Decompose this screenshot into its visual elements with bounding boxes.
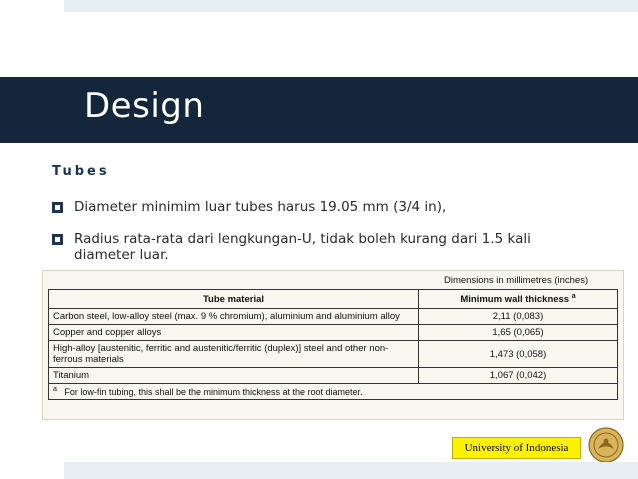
header-thickness <box>419 290 618 309</box>
units-note: Dimensions in millimetres (inches) <box>444 275 589 286</box>
material-cell: Carbon steel, low-alloy steel (max. 9 % chromium), aluminium and aluminium alloy <box>49 309 419 325</box>
section-subtitle: Tubes <box>52 164 110 179</box>
university-label: University of Indonesia <box>452 437 581 459</box>
table-row <box>49 309 618 325</box>
thickness-cell: 1,067 (0,042) <box>419 368 618 384</box>
thickness-cell: 1,473 (0,058) <box>419 341 618 368</box>
bullet-text: Diameter minimim luar tubes harus 19.05 mm (3/4 in), <box>74 199 447 215</box>
wall-thickness-table <box>48 289 618 400</box>
material-cell: Copper and copper alloys <box>49 325 419 341</box>
table-row <box>49 368 618 384</box>
header-thickness-label: Minimum wall thickness <box>460 294 570 306</box>
header-footnote-marker: a <box>571 292 576 300</box>
material-cell: Titanium <box>49 368 419 384</box>
bullet-square-icon <box>52 234 63 245</box>
table-row <box>49 341 618 368</box>
bottom-decor-strip <box>64 462 638 479</box>
table-row <box>49 325 618 341</box>
table-footnote-row <box>49 384 618 400</box>
bullet-item <box>52 231 612 263</box>
footnote-text: For low-fin tubing, this shall be the minimum thickness at the root diameter. <box>64 387 363 397</box>
material-cell: High-alloy [austenitic, ferritic and austenitic/ferritic (duplex)] steel and other non-ferrous materials <box>49 341 419 368</box>
bullet-square-icon <box>52 202 63 213</box>
footnote-cell <box>49 384 618 400</box>
thickness-cell: 2,11 (0,083) <box>419 309 618 325</box>
makara-seal-icon <box>588 427 624 463</box>
thickness-cell: 1,65 (0,065) <box>419 325 618 341</box>
slide-title: Design <box>84 86 205 126</box>
bullet-text: Radius rata-rata dari lengkungan-U, tidak boleh kurang dari 1.5 kali diameter luar. <box>74 231 531 263</box>
top-decor-strip <box>64 0 638 12</box>
footnote-marker: a <box>53 386 57 393</box>
bullet-item <box>52 199 612 215</box>
header-material: Tube material <box>49 290 419 309</box>
table-header-row <box>49 290 618 309</box>
